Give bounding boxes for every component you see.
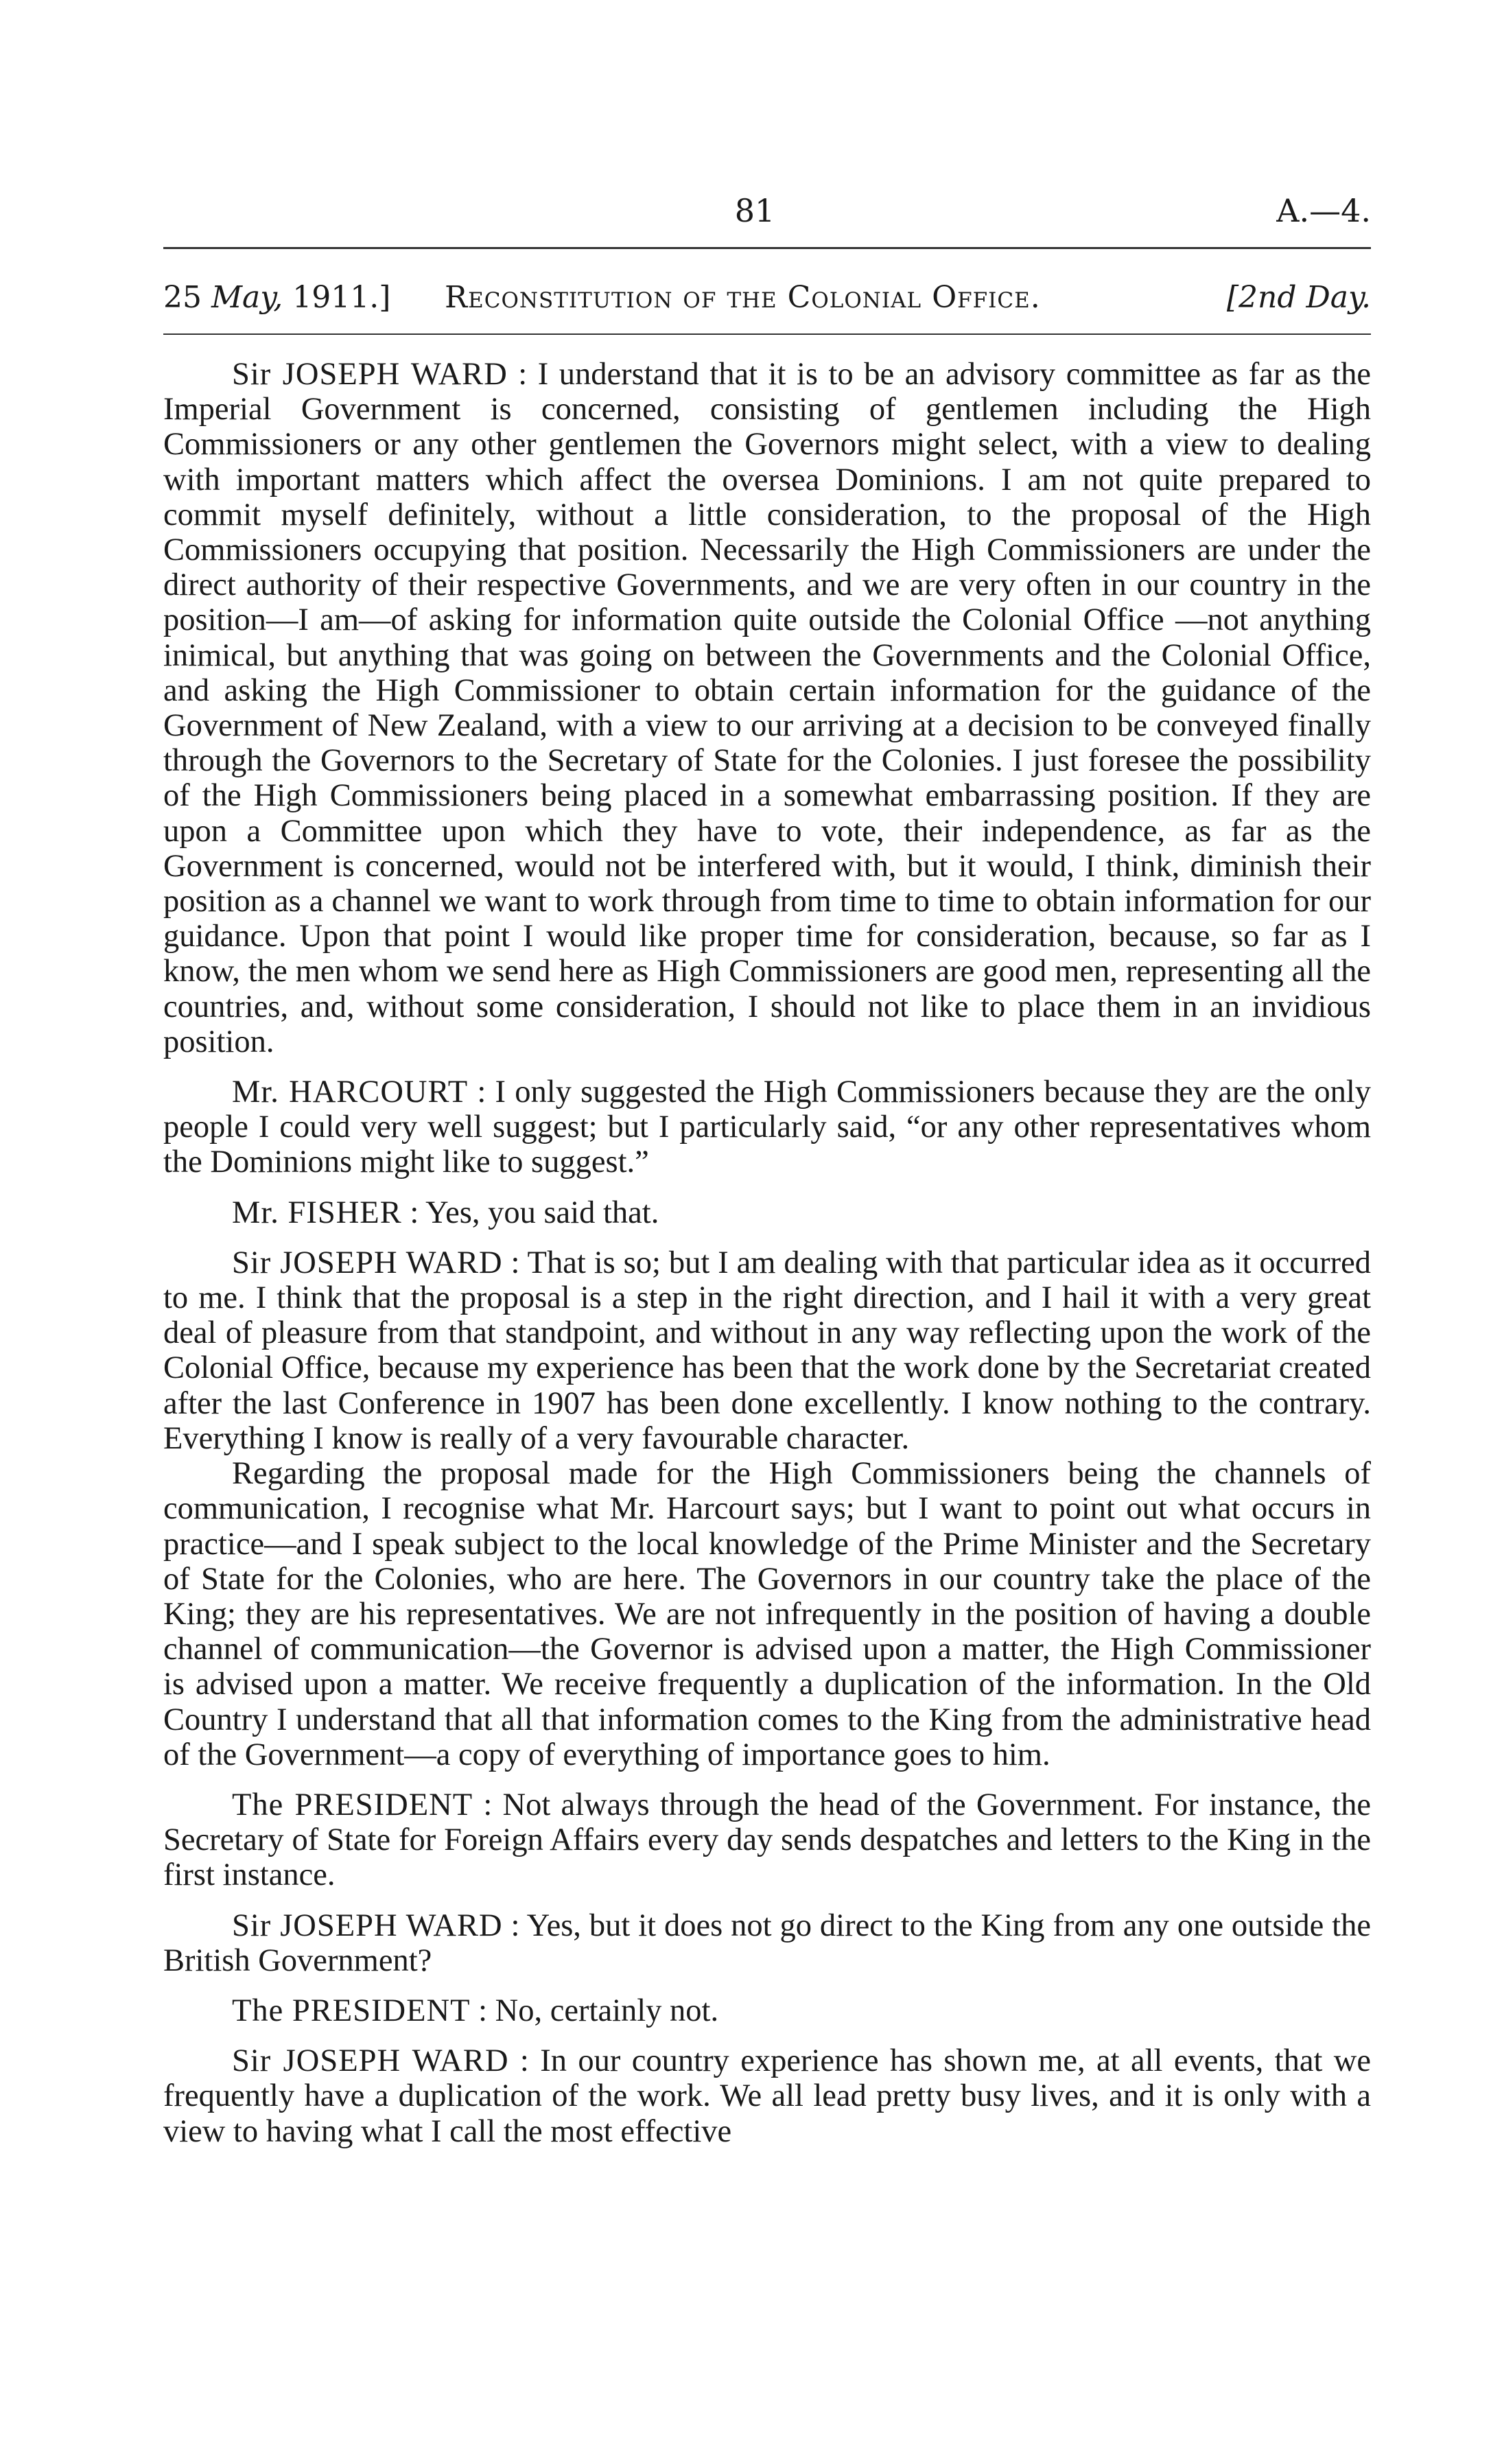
speaker-name: Mr. HARCOURT [232,1075,469,1110]
paragraph-2 [163,1075,1371,1180]
speaker-name: Sir JOSEPH WARD [232,357,508,392]
document-reference: A.—4. [1276,192,1371,229]
running-head [163,280,1371,328]
paragraph-text: : Yes, but it does not go direct to the King from any one outside the British Government? [163,1908,1371,1978]
header-rule [163,333,1371,335]
paragraph-text: : Not always through the head of the Government. For instance, the Secretary of State for Foreign Affairs every day sends despatches and letters to the King in the first instance. [163,1787,1372,1893]
paragraph-8 [163,1993,1371,2028]
paragraph-1 [163,357,1371,1059]
speaker-name: The PRESIDENT [232,1993,471,2028]
paragraph-5 [163,1456,1371,1772]
speaker-name: Mr. FISHER [232,1195,402,1230]
paragraph-text: : Yes, you said that. [401,1195,659,1230]
paragraph-text: : That is so; but I am dealing with that particular idea as it occurred to me. I think that the proposal is a step in the right direction, and I hail it with a very great deal of pleasure from that standpoint, and without in any way reflecting upon the work of the Colonial Office, because my experience has been that the work done by the Secretariat created after the last Conference in 1907 has been done excellently. I know nothing to the contrary. Everything I know is really of a very favourable character. [163,1245,1371,1456]
paragraph-text: : I only suggested the High Commissioners because they are the only people I could very well suggest; but I particularly said, “or any other representatives whom the Dominions might like to suggest.” [163,1075,1371,1180]
speaker-name: The PRESIDENT [232,1787,473,1822]
date-day: 25 [163,280,211,315]
date-month: May, [211,280,283,315]
running-head-title: Reconstitution of the Colonial Office. [445,280,1041,315]
paragraph-7 [163,1908,1371,1978]
page-number: 81 [734,192,775,229]
paragraph-4 [163,1245,1371,1456]
paragraph-text: : In our country experience has shown me, at all events, that we frequently have a duplication of the work. We all lead pretty busy lives, and it is only with a view to having what I call the most effective [163,2043,1371,2149]
paragraph-text: : I understand that it is to be an advisory committee as far as the Imperial Government is concerned, consisting of gentlemen including the High Commissioners or any other gentlemen the Governors might select, with a view to dealing with important matters which affect the oversea Dominions. I am not quite prepared to commit myself definitely, without a little consideration, to the proposal of the High Commissioners occupying that position. Necessarily the High Commissioners are under the direct authority of their respective Governments, and we are very often in our country in the position—I am—of asking for information quite outside the Colonial Office —not anything inimical, but anything that was going on between the Governments and the Colonial Office, and asking the High Commissioner to obtain certain information for the guidance of the Government of New Zealand, with a view to our arriving at a decision to be conveyed finally through the Governors to the Secretary of State for the Colonies. I just foresee the possibility of the High Commissioners being placed in a somewhat embarrassing position. If they are upon a Committee upon which they have to vote, their independence, as far as the Government is concerned, would not be interfered with, but it would, I think, diminish their position as a channel we want to work through from time to time to obtain information for our guidance. Upon that point I would like proper time for consideration, because, so far as I know, the men whom we send here as High Commissioners are good men, representing all the countries, and, without some consideration, I should not like to place them in an invidious position. [163,357,1371,1059]
speaker-name: Sir JOSEPH WARD [232,1908,503,1943]
paragraph-3 [163,1195,1371,1230]
paragraph-9 [163,2043,1371,2149]
paragraph-text: Regarding the proposal made for the High Commissioners being the channels of communication, I recognise what Mr. Harcourt says; but I want to point out what occurs in practice—and I speak subject to the local knowledge of the Prime Minister and the Secretary of State for the Colonies, who are here. The Governors in our country take the place of the King; they are his representatives. We are not infrequently in the position of having a double channel of communication—the Governor is advised upon a matter, the High Commissioner is advised upon a matter. We receive frequently a duplication of the information. In the Old Country I understand that all that information comes to the King from the administrative head of the Government—a copy of everything of importance goes to him. [163,1456,1371,1772]
running-head-day: [2nd Day. [1226,280,1371,315]
top-rule [163,247,1371,249]
paragraph-6 [163,1787,1371,1893]
speaker-name: Sir JOSEPH WARD [232,1245,503,1280]
running-head-date [163,280,390,315]
paragraph-text: : No, certainly not. [470,1993,719,2028]
body-text [163,357,1371,2164]
date-year: 1911.] [283,280,391,315]
speaker-name: Sir JOSEPH WARD [232,2043,509,2079]
